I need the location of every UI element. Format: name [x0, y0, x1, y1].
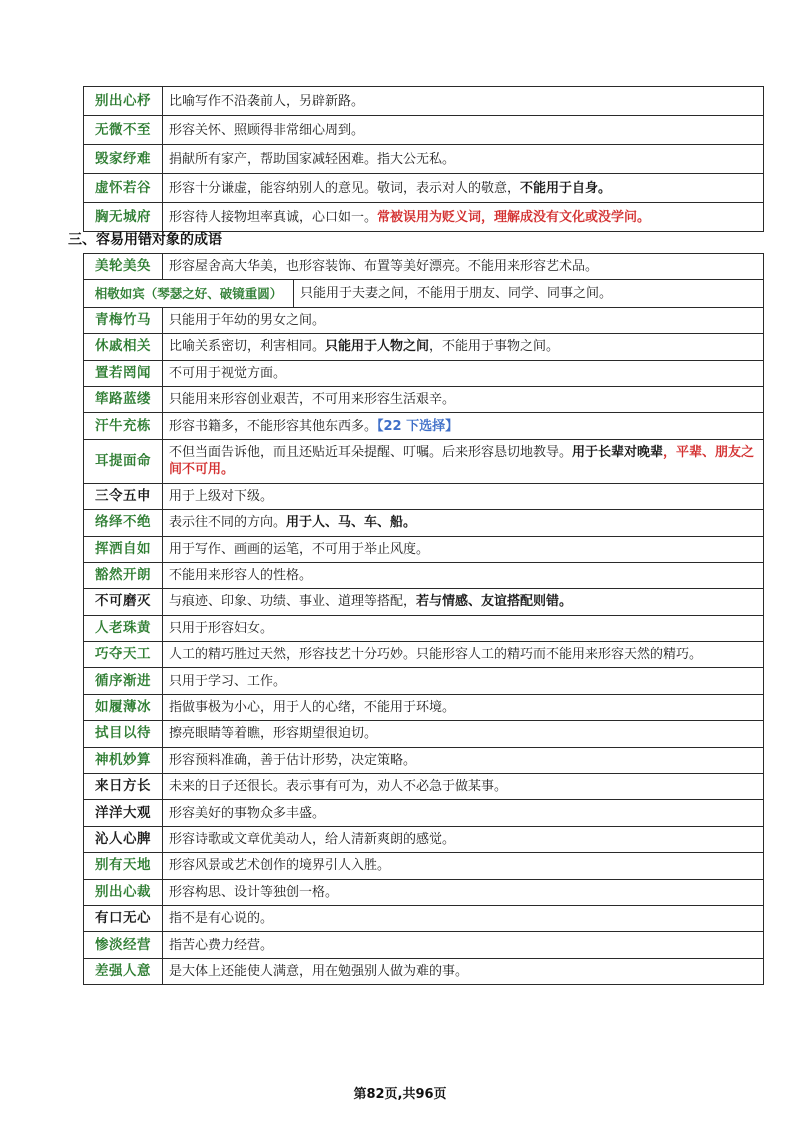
- definition-segment: 用于长辈对晚辈: [572, 445, 664, 461]
- idiom-definition: [163, 721, 764, 747]
- definition-segment: 捐献所有家产，帮助国家减轻困难。指大公无私。: [169, 151, 456, 167]
- idiom-row: [84, 413, 764, 439]
- idiom-row: [84, 853, 764, 879]
- idiom-row: [84, 642, 764, 668]
- idiom-row: [84, 774, 764, 800]
- idiom-row: [84, 668, 764, 694]
- definition-segment: 指不是有心说的。: [169, 911, 274, 927]
- idiom-term: 别有天地: [84, 853, 163, 879]
- idiom-term: 胸无城府: [84, 203, 163, 232]
- definition-segment: 只能用来形容创业艰苦，不可用来形容生活艰辛。: [169, 392, 456, 408]
- idiom-definition: [163, 774, 764, 800]
- idiom-term: 神机妙算: [84, 747, 163, 773]
- idiom-row: [84, 800, 764, 826]
- definition-segment: 比喻关系密切，利害相同。: [169, 339, 326, 355]
- definition-segment: 比喻写作不沿袭前人，另辟新路。: [169, 93, 365, 109]
- idiom-definition: [163, 536, 764, 562]
- idiom-row: [84, 747, 764, 773]
- definition-segment: 用于人、马、车、船。: [286, 515, 417, 531]
- definition-segment: 用于上级对下级。: [169, 488, 274, 504]
- idiom-term: 三令五申: [84, 483, 163, 509]
- definition-segment: ，平辈、朋友之间不可用。: [169, 445, 755, 478]
- idiom-term: 不可磨灭: [84, 589, 163, 615]
- idiom-term: 洋洋大观: [84, 800, 163, 826]
- idiom-row: [84, 203, 764, 232]
- idiom-row: [84, 589, 764, 615]
- idiom-definition: [163, 589, 764, 615]
- definition-segment: 形容书籍多，不能形容其他东西多。: [169, 418, 378, 434]
- idiom-row: [84, 536, 764, 562]
- idiom-definition: [163, 694, 764, 720]
- idiom-row: [84, 87, 764, 116]
- idiom-definition: [163, 203, 764, 232]
- idiom-definition: [163, 958, 764, 984]
- idiom-definition: [163, 145, 764, 174]
- definition-segment: 人工的精巧胜过天然，形容技艺十分巧妙。只能形容人工的精巧而不能用来形容天然的精巧。: [169, 647, 703, 663]
- idiom-term: 虚怀若谷: [84, 174, 163, 203]
- idiom-term: 耳提面命: [84, 439, 163, 483]
- definition-segment: ，不能用于事物之间。: [429, 339, 560, 355]
- idiom-definition: [163, 413, 764, 439]
- definition-segment: 形容关怀、照顾得非常细心周到。: [169, 122, 365, 138]
- idiom-row: [84, 254, 764, 280]
- definition-segment: 擦亮眼睛等着瞧，形容期望很迫切。: [169, 726, 378, 742]
- idiom-term: 毁家纾难: [84, 145, 163, 174]
- definition-segment: 只用于形容妇女。: [169, 620, 274, 636]
- definition-segment: 不能用来形容人的性格。: [169, 568, 313, 584]
- definition-segment: 是大体上还能使人满意，用在勉强别人做为难的事。: [169, 963, 469, 979]
- idiom-row: [84, 307, 764, 333]
- idiom-term: 沁人心脾: [84, 826, 163, 852]
- idiom-term: 惨淡经营: [84, 932, 163, 958]
- idiom-definition: [163, 668, 764, 694]
- definition-segment: 未来的日子还很长。表示事有可为，劝人不必急于做某事。: [169, 779, 508, 795]
- idiom-term: 豁然开朗: [84, 562, 163, 588]
- idiom-term: 青梅竹马: [84, 307, 163, 333]
- idiom-row: [84, 694, 764, 720]
- idiom-row: [84, 145, 764, 174]
- definition-segment: 只用于学习、工作。: [169, 673, 287, 689]
- definition-segment: 指做事极为小心，用于人的心绪，不能用于环境。: [169, 700, 456, 716]
- idiom-row: [84, 562, 764, 588]
- idiom-term: 置若罔闻: [84, 360, 163, 386]
- definition-segment: 形容十分谦虚，能容纳别人的意见。敬词，表示对人的敬意，: [169, 180, 521, 196]
- idiom-term: 相敬如宾（琴瑟之好、破镜重圆）: [84, 280, 294, 306]
- idiom-term: 如履薄冰: [84, 694, 163, 720]
- idiom-term: 美轮美奂: [84, 254, 163, 280]
- idiom-row: [84, 932, 764, 958]
- idiom-definition: [163, 800, 764, 826]
- definition-segment: 不能用于自身。: [520, 180, 612, 196]
- definition-segment: 与痕迹、印象、功绩、事业、道理等搭配，: [169, 594, 417, 610]
- idiom-definition: [163, 87, 764, 116]
- split-row-cell: [84, 280, 764, 307]
- idiom-row: [84, 174, 764, 203]
- definition-segment: 只能用于年幼的男女之间。: [169, 312, 326, 328]
- idiom-term: 人老珠黄: [84, 615, 163, 641]
- definition-segment: 形容风景或艺术创作的境界引人入胜。: [169, 858, 391, 874]
- idiom-row: [84, 615, 764, 641]
- idiom-definition: [163, 386, 764, 412]
- idiom-term: 巧夺天工: [84, 642, 163, 668]
- idiom-definition: [163, 905, 764, 931]
- idiom-definition: [163, 826, 764, 852]
- idiom-row: [84, 510, 764, 536]
- definition-segment: 用于写作、画画的运笔，不可用于举止风度。: [169, 541, 430, 557]
- definition-segment: 形容构思、设计等独创一格。: [169, 884, 339, 900]
- idiom-table-wrong-target: [83, 253, 764, 985]
- idiom-definition: [163, 747, 764, 773]
- idiom-row: [84, 360, 764, 386]
- idiom-row: [84, 483, 764, 509]
- idiom-row: [84, 958, 764, 984]
- idiom-term: 拭目以待: [84, 721, 163, 747]
- idiom-definition: [163, 932, 764, 958]
- definition-segment: 不但当面告诉他，而且还贴近耳朵提醒、叮嘱。后来形容恳切地教导。: [169, 445, 573, 461]
- idiom-term: 有口无心: [84, 905, 163, 931]
- definition-segment: 表示往不同的方向。: [169, 515, 287, 531]
- idiom-row: [84, 826, 764, 852]
- idiom-term: 筚路蓝缕: [84, 386, 163, 412]
- definition-segment: 【22 下选择】: [377, 418, 459, 434]
- idiom-row: [84, 905, 764, 931]
- idiom-definition: [163, 254, 764, 280]
- idiom-definition: [163, 439, 764, 483]
- definition-segment: 形容待人接物坦率真诚，心口如一。: [169, 209, 378, 225]
- definition-segment: 形容诗歌或文章优美动人，给人清新爽朗的感觉。: [169, 832, 456, 847]
- idiom-definition: [163, 510, 764, 536]
- idiom-definition: 只能用于夫妻之间，不能用于朋友、同学、同事之间。: [300, 286, 613, 302]
- idiom-row: [84, 116, 764, 145]
- definition-segment: 形容屋舍高大华美，也形容装饰、布置等美好漂亮。不能用来形容艺术品。: [169, 259, 599, 275]
- idiom-row: [84, 879, 764, 905]
- idiom-definition: [163, 334, 764, 360]
- idiom-term: 汗牛充栋: [84, 413, 163, 439]
- idiom-term: 循序渐进: [84, 668, 163, 694]
- idiom-row: [84, 439, 764, 483]
- idiom-term: 挥洒自如: [84, 536, 163, 562]
- idiom-term: 休戚相关: [84, 334, 163, 360]
- definition-segment: 不可用于视觉方面。: [169, 365, 287, 381]
- idiom-definition: [163, 879, 764, 905]
- idiom-term: 络绎不绝: [84, 510, 163, 536]
- definition-segment: 常被误用为贬义词，理解成没有文化或没学问。: [377, 209, 651, 225]
- definition-segment: 形容美好的事物众多丰盛。: [169, 805, 326, 821]
- definition-segment: 只能用于人物之间: [325, 339, 430, 355]
- idiom-definition: [163, 853, 764, 879]
- idiom-row: [84, 721, 764, 747]
- idiom-definition: [163, 174, 764, 203]
- idiom-row: [84, 334, 764, 360]
- idiom-term: 别出心杼: [84, 87, 163, 116]
- idiom-definition: [163, 116, 764, 145]
- idiom-row: [84, 386, 764, 412]
- idiom-term: 别出心裁: [84, 879, 163, 905]
- idiom-definition: [163, 615, 764, 641]
- section-title: 三、容易用错对象的成语: [68, 232, 222, 248]
- definition-segment: 若与情感、友谊搭配则错。: [416, 594, 573, 610]
- page-footer: 第82页,共96页: [353, 1087, 447, 1102]
- idiom-definition: [163, 307, 764, 333]
- idiom-row: [84, 280, 764, 307]
- idiom-definition: [163, 642, 764, 668]
- definition-segment: 指苦心费力经营。: [169, 937, 274, 953]
- idiom-term: 来日方长: [84, 774, 163, 800]
- idiom-term: 无微不至: [84, 116, 163, 145]
- idiom-definition: [163, 360, 764, 386]
- idiom-table-continued: [83, 86, 764, 232]
- idiom-term: 差强人意: [84, 958, 163, 984]
- definition-segment: 形容预料准确，善于估计形势，决定策略。: [169, 752, 417, 768]
- idiom-definition: [163, 483, 764, 509]
- idiom-definition: [163, 562, 764, 588]
